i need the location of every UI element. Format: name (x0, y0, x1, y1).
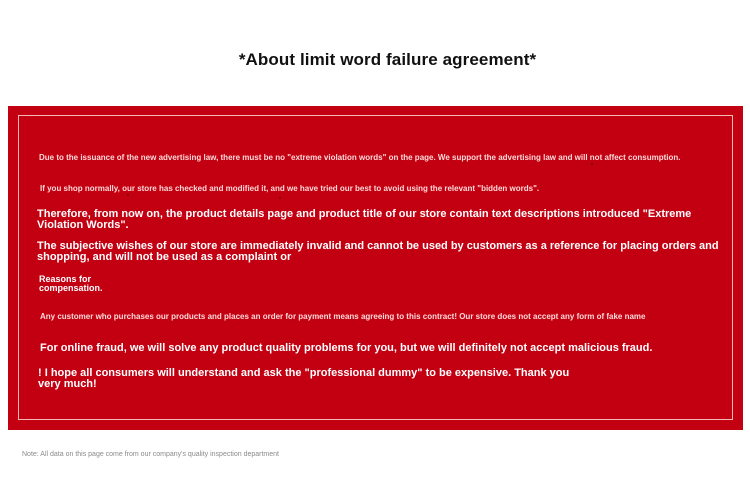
page-title: *About limit word failure agreement* (238, 50, 537, 69)
paragraph-compensation: Reasons for compensation. (39, 274, 103, 293)
quality-note: Note: All data on this page come from our company's quality inspection department (22, 451, 279, 458)
speck-decoration (279, 197, 281, 199)
paragraph-therefore: Therefore, from now on, the product details page and product title of our store contain text descriptions introduced "Extreme Violation Words". (37, 208, 692, 231)
speck-decoration (127, 194, 129, 196)
paragraph-store-checked: If you shop normally, our store has checked and modified it, and we have tried our best to avoid using the relevant "bidden words". (40, 184, 540, 193)
paragraph-online-fraud: For online fraud, we will solve any product quality problems for you, but we will definitely not accept malicious fraud. (40, 342, 653, 354)
paragraph-agreement-contract: Any customer who purchases our products and places an order for payment means agreeing to this contract! Our store does not accept any form of fake name (40, 312, 646, 321)
agreement-panel (8, 106, 743, 430)
paragraph-subjective-wishes: The subjective wishes of our store are immediately invalid and cannot be used by customers as a reference for placing orders and shopping, and will not be used as a complaint or (37, 240, 719, 263)
paragraph-advertising-law: Due to the issuance of the new advertising law, there must be no "extreme violation words" on the page. We support the advertising law and will not affect consumption. (39, 153, 681, 162)
paragraph-thank-you: ! I hope all consumers will understand and ask the "professional dummy" to be expensive. Thank you very much! (38, 367, 570, 390)
speck-decoration (591, 163, 593, 165)
